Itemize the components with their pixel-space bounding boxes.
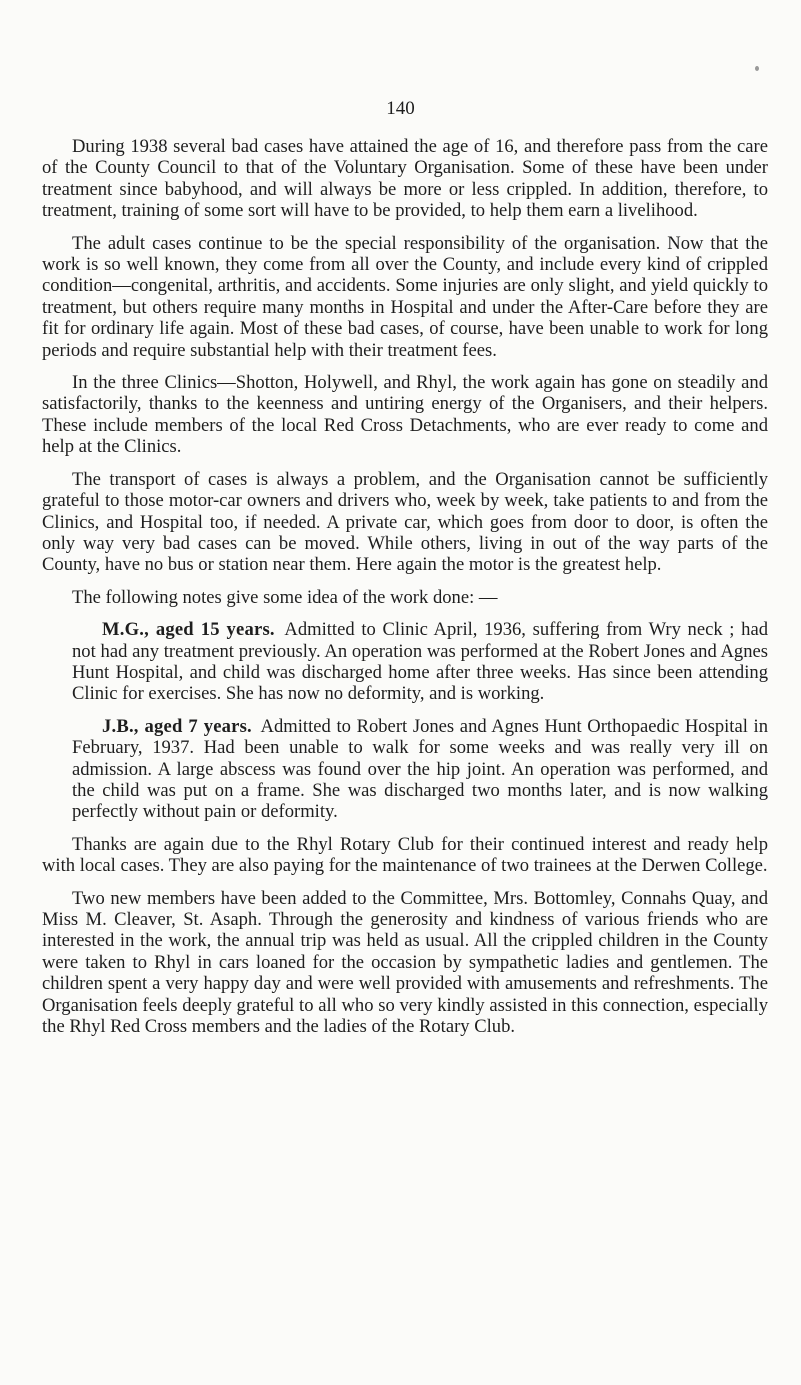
paragraph-clinics: In the three Clinics—Shotton, Holywell, and Rhyl, the work again has gone on steadily and satisfactorily, thanks to the keenness and untiring energy of the Organisers, and their helpers. These include members of the local Red Cross Detachments, who are ever ready to come and help at the Clinics.: [42, 372, 768, 458]
paragraph-transport: The transport of cases is always a problem, and the Organisation cannot be sufficiently grateful to those motor-car owners and drivers who, week by week, take patients to and from the Clinics, and Hospital too, if needed. A private car, which goes from door to door, is often the only way very bad cases can be moved. While others, living in out of the way parts of the County, have no bus or station near them. Here again the motor is the greatest help.: [42, 468, 768, 576]
scan-speck: [755, 66, 759, 71]
case-text: Admitted to Clinic April, 1936, suffering from Wry neck ; had not had any treatment previously. An operation was performed at the Robert Jones and Agnes Hunt Hospital, and child was discharged home after three weeks. Has since been attending Clinic for exercises. She has now no deformity, and is working.: [72, 619, 768, 705]
paragraph-rotary-thanks: Thanks are again due to the Rhyl Rotary Club for their continued interest and ready help with local cases. They are also paying for the maintenance of two trainees at the Derwen College.: [42, 833, 768, 877]
case-text: Admitted to Robert Jones and Agnes Hunt Orthopaedic Hospital in February, 1937. Had been unable to walk for some weeks and was really very ill on admission. A large abscess was found over the hip joint. An operation was performed, and the child was put on a frame. She was discharged two months later, and is now walking perfectly without pain or deformity.: [72, 715, 768, 823]
page-number: 140: [386, 98, 415, 119]
paragraph-committee-trip: Two new members have been added to the Committee, Mrs. Bottomley, Connahs Quay, and Miss M. Cleaver, St. Asaph. Through the generosity and kindness of various friends who are interested in the work, the annual trip was held as usual. All the crippled children in the County were taken to Rhyl in cars loaned for the occasion by sympathetic ladies and gentlemen. The children spent a very happy day and were well provided with amusements and refreshments. The Organisation feels deeply grateful to all who so very kindly assisted in this connection, especially the Rhyl Red Cross members and the ladies of the Rotary Club.: [42, 887, 768, 1038]
case-heading: M.G., aged 15 years.: [102, 619, 275, 641]
paragraph-adult-cases: The adult cases continue to be the special responsibility of the organisation. Now that the work is so well known, they come from all over the County, and include every kind of crippled condition—congenital, arthritis, and accidents. Some injuries are only slight, and yield quickly to treatment, but others require many months in Hospital and under the After-Care before they are fit for ordinary life again. Most of these bad cases, of course, have been unable to work for long periods and require substantial help with their treatment fees.: [42, 232, 768, 361]
paragraph-age-sixteen: During 1938 several bad cases have attained the age of 16, and therefore pass from the care of the County Council to that of the Voluntary Organisation. Some of these have been under treatment since babyhood, and will always be more or less crippled. In addition, therefore, to treatment, training of some sort will have to be provided, to help them earn a livelihood.: [42, 136, 768, 222]
case-heading: J.B., aged 7 years.: [102, 715, 252, 737]
body-text: [42, 136, 768, 1048]
case-note-mg: [42, 619, 768, 705]
case-note-jb: [42, 716, 768, 823]
paragraph-notes-intro: The following notes give some idea of the work done: —: [72, 586, 498, 608]
